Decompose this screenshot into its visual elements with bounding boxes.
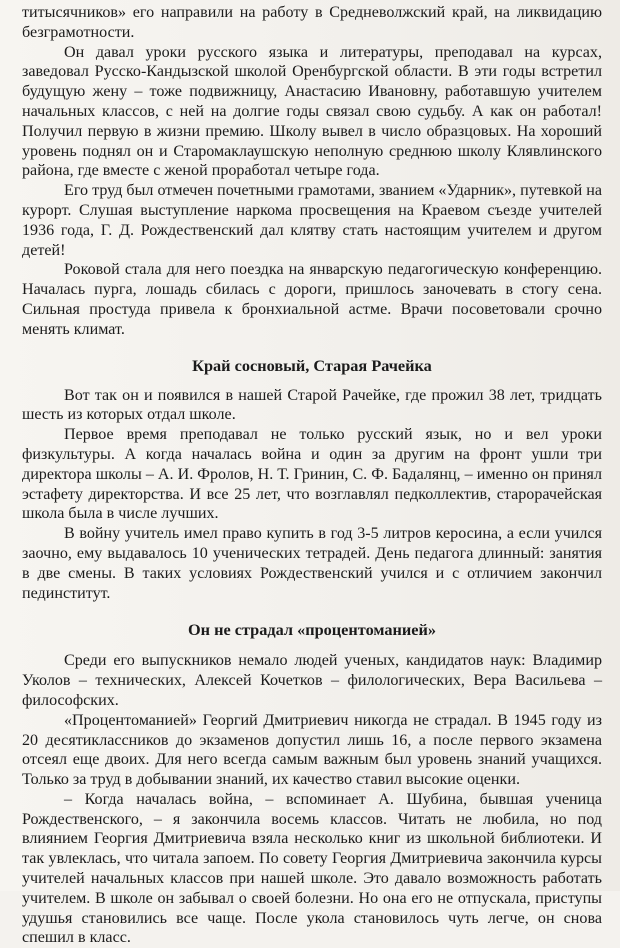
section-stara-racheyka: [22, 356, 602, 604]
paragraph: Он давал уроки русского языка и литературы, преподавал на курсах, заведовал Русско-Кандызской школой Оренбургской области. В эти годы встретил будущую жену – тоже подвижницу, Анастасию Ивановну, работавшую учителем начальных классов, с ней на долгие годы связал свою судьбу. А как он работал! Получил первую в жизни премию. Школу вывел в число образцовых. На хороший уровень поднял он и Старомаклаушскую неполную среднюю школу Клявлинского района, где вместе с женой проработал четыре года.: [22, 43, 602, 180]
section-heading: Он не страдал «процентоманией»: [187, 620, 437, 640]
paragraph: – Когда началась война, – вспоминает А. Шубина, бывшая ученица Рождественского, – я закончила восемь классов. Читать не любила, но под влиянием Георгия Дмитриевича взяла несколько книг из школьной библиотеки. И так увлеклась, что читала запоем. По совету Георгия Дмитриевича закончила курсы учителей начальных классов при нашей школе. Это давало возможность работать учителем. В школе он забывал о своей болезни. Но она его не отпускала, приступы удушья становились все чаще. После укола становилось чуть легче, он снова спешил в класс.: [22, 790, 602, 947]
paragraph: Его труд был отмечен почетными грамотами, званием «Ударник», путевкой на курорт. Слушая выступление наркома просвещения на Краевом съезде учителей 1936 года, Г. Д. Рождественский дал клятву стать настоящим учителем и другом детей!: [22, 182, 602, 259]
paragraph: титысячников» его направили на работу в Средневолжский край, на ликвидацию безграмотности.: [22, 4, 602, 41]
paragraph: Роковой стала для него поездка на январскую педагогическую конференцию. Началась пурга, лошадь сбилась с дороги, пришлось заночевать в стогу сена. Сильная простуда привела к бронхиальной астме. Врачи посоветовали срочно менять климат.: [22, 261, 602, 338]
section-heading: Край сосновый, Старая Рачейка: [192, 355, 432, 375]
paragraph: Вот так он и появился в нашей Старой Рачейке, где прожил 38 лет, тридцать шесть из которых отдал школе.: [22, 386, 602, 424]
paragraph: Среди его выпускников немало людей ученых, кандидатов наук: Владимир Уколов – технических, Алексей Кочетков – филологических, Вера Васильева – философских.: [22, 652, 602, 709]
paragraph: Первое время преподавал не только русский язык, но и вел уроки физкультуры. А когда началась война и один за другим на фронт ушли три директора школы – А. И. Фролов, Н. Т. Гринин, С. Ф. Бадалянц, – именно он принял эстафету директорства. И все 25 лет, что возглавлял педколлектив, старорачейская школа была в числе лучших.: [22, 426, 602, 523]
intro-section: [22, 3, 602, 340]
paragraph: В войну учитель имел право купить в год 3-5 литров керосина, а если учился заочно, ему выдавалось 10 ученических тетрадей. День педагога длинный: занятия в две смены. В таких условиях Рождественский учился и с отличием закончил пединститут.: [22, 525, 602, 602]
paragraph: «Процентоманией» Георгий Дмитриевич никогда не страдал. В 1945 году из 20 десятиклассников до экзаменов допустил лишь 16, а после первого экзамена отсеял еще двоих. Для него всегда самым важным был уровень знаний учащихся. Только за труд в добывании знаний, их качество ставил высокие оценки.: [22, 711, 602, 789]
section-procentomania: [22, 620, 602, 948]
